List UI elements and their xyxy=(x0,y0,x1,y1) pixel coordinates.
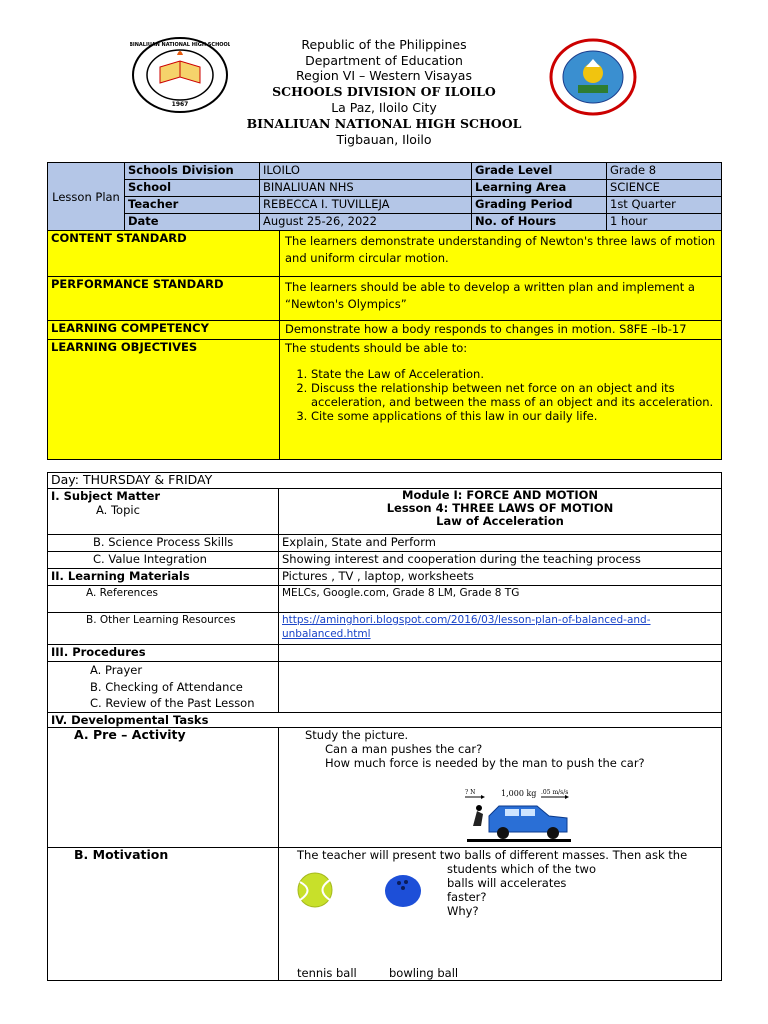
objective-item: 2. Discuss the relationship between net force on an object and its acceleration, and between the mass of an object and its acceleration. xyxy=(311,381,716,409)
resource-link[interactable]: https://aminghori.blogspot.com/2016/03/lesson-plan-of-balanced-and-unbalanced.html xyxy=(282,614,651,640)
info-value: 1 hour xyxy=(607,214,722,231)
objective-item: 1. State the Law of Acceleration. xyxy=(311,367,716,381)
content-standard-text: The learners demonstrate understanding of Newton's three laws of motion and uniform circular motion. xyxy=(280,231,722,277)
info-key: Teacher xyxy=(125,197,260,214)
header-republic: Republic of the Philippines xyxy=(301,37,467,52)
motivation-line-3: Why? xyxy=(447,903,479,918)
header-region: Region VI – Western Visayas xyxy=(296,68,472,83)
skills-value: Explain, State and Perform xyxy=(279,535,722,552)
empty-cell xyxy=(279,645,722,662)
info-key: Schools Division xyxy=(125,163,260,180)
other-resources-label: B. Other Learning Resources xyxy=(48,613,279,645)
info-key: Date xyxy=(125,214,260,231)
learning-objectives-label: LEARNING OBJECTIVES xyxy=(48,340,280,460)
info-value: SCIENCE xyxy=(607,180,722,197)
day-label: Day: THURSDAY & FRIDAY xyxy=(48,473,722,489)
motivation-label: B. Motivation xyxy=(48,847,279,980)
force-label: ? N xyxy=(465,788,476,796)
procedure-attendance: B. Checking of Attendance xyxy=(90,679,243,694)
info-key: Grade Level xyxy=(472,163,607,180)
info-key: School xyxy=(125,180,260,197)
mass-label: 1,000 kg xyxy=(501,788,537,798)
info-value: August 25-26, 2022 xyxy=(260,214,472,231)
objectives-list xyxy=(285,367,716,423)
info-key: Grading Period xyxy=(472,197,607,214)
procedures-label: III. Procedures xyxy=(48,645,279,662)
values-value: Showing interest and cooperation during the teaching process xyxy=(279,552,722,569)
developmental-tasks-label: IV. Developmental Tasks xyxy=(48,712,722,727)
lesson-info-table xyxy=(47,162,722,231)
tennis-ball-label: tennis ball xyxy=(297,965,357,980)
objectives-intro: The students should be able to: xyxy=(285,341,468,355)
subject-matter-cell xyxy=(48,489,279,535)
info-value: 1st Quarter xyxy=(607,197,722,214)
performance-standard-text: The learners should be able to develop a written plan and implement a “Newton's Olympics” xyxy=(280,277,722,321)
module-title: Module I: FORCE AND MOTION xyxy=(402,488,598,502)
materials-value: Pictures , TV , laptop, worksheets xyxy=(279,569,722,586)
info-key: No. of Hours xyxy=(472,214,607,231)
pre-activity-label: A. Pre – Activity xyxy=(48,727,279,847)
standards-table xyxy=(47,230,722,460)
lesson-title: Lesson 4: THREE LAWS OF MOTION xyxy=(386,501,614,515)
other-resources-cell xyxy=(279,613,722,645)
lesson-plan-label: Lesson Plan xyxy=(48,163,125,231)
info-value: REBECCA I. TUVILLEJA xyxy=(260,197,472,214)
procedure-prayer: A. Prayer xyxy=(90,663,143,677)
svg-text:1967: 1967 xyxy=(171,101,189,108)
info-value: BINALIUAN NHS xyxy=(260,180,472,197)
law-title: Law of Acceleration xyxy=(436,514,564,528)
references-value: MELCs, Google.com, Grade 8 LM, Grade 8 TG xyxy=(279,586,722,613)
learning-competency-label: LEARNING COMPETENCY xyxy=(48,321,280,340)
pre-line-3: How much force is needed by the man to push the car? xyxy=(325,755,645,770)
car-push-image xyxy=(459,786,579,846)
values-label: C. Value Integration xyxy=(48,552,279,569)
info-value: ILOILO xyxy=(260,163,472,180)
header-city: La Paz, Iloilo City xyxy=(331,100,437,115)
pre-activity-cell xyxy=(279,727,722,847)
header-department: Department of Education xyxy=(305,53,463,68)
procedures-list xyxy=(48,662,279,713)
topic-label: A. Topic xyxy=(96,503,140,517)
references-label: A. References xyxy=(48,586,279,613)
objective-item: 3. Cite some applications of this law in our daily life. xyxy=(311,409,716,423)
info-key: Learning Area xyxy=(472,180,607,197)
tennis-ball-image xyxy=(295,872,335,911)
header-school: BINALIUAN NATIONAL HIGH SCHOOL xyxy=(246,116,522,131)
motivation-cell xyxy=(279,847,722,980)
pre-line-1: Study the picture. xyxy=(305,727,409,742)
subject-matter-label: I. Subject Matter xyxy=(51,489,161,503)
motivation-line-2: students which of the two balls will accelerates faster? xyxy=(447,861,596,904)
header-town: Tigbauan, Iloilo xyxy=(336,132,432,147)
performance-standard-label: PERFORMANCE STANDARD xyxy=(48,277,280,321)
motivation-line-1: The teacher will present two balls of different masses. Then ask the xyxy=(297,847,688,862)
empty-cell xyxy=(279,662,722,713)
content-standard-label: CONTENT STANDARD xyxy=(48,231,280,277)
learning-competency-text: Demonstrate how a body responds to changes in motion. S8FE –Ib-17 xyxy=(280,321,722,340)
topic-cell xyxy=(279,489,722,535)
acceleration-label: .05 m/s/s xyxy=(541,788,569,796)
procedure-table xyxy=(47,472,722,981)
materials-label: II. Learning Materials xyxy=(48,569,279,586)
learning-objectives-cell xyxy=(280,340,722,460)
header-division: SCHOOLS DIVISION OF ILOILO xyxy=(272,84,496,99)
pre-line-2: Can a man pushes the car? xyxy=(325,741,483,756)
bowling-ball-image xyxy=(383,874,423,911)
bowling-ball-label: bowling ball xyxy=(389,965,459,980)
procedure-review: C. Review of the Past Lesson xyxy=(90,696,255,710)
info-value: Grade 8 xyxy=(607,163,722,180)
svg-text:BINALIUAN NATIONAL HIGH SCHOOL: BINALIUAN NATIONAL HIGH SCHOOL xyxy=(130,42,230,48)
skills-label: B. Science Process Skills xyxy=(48,535,279,552)
